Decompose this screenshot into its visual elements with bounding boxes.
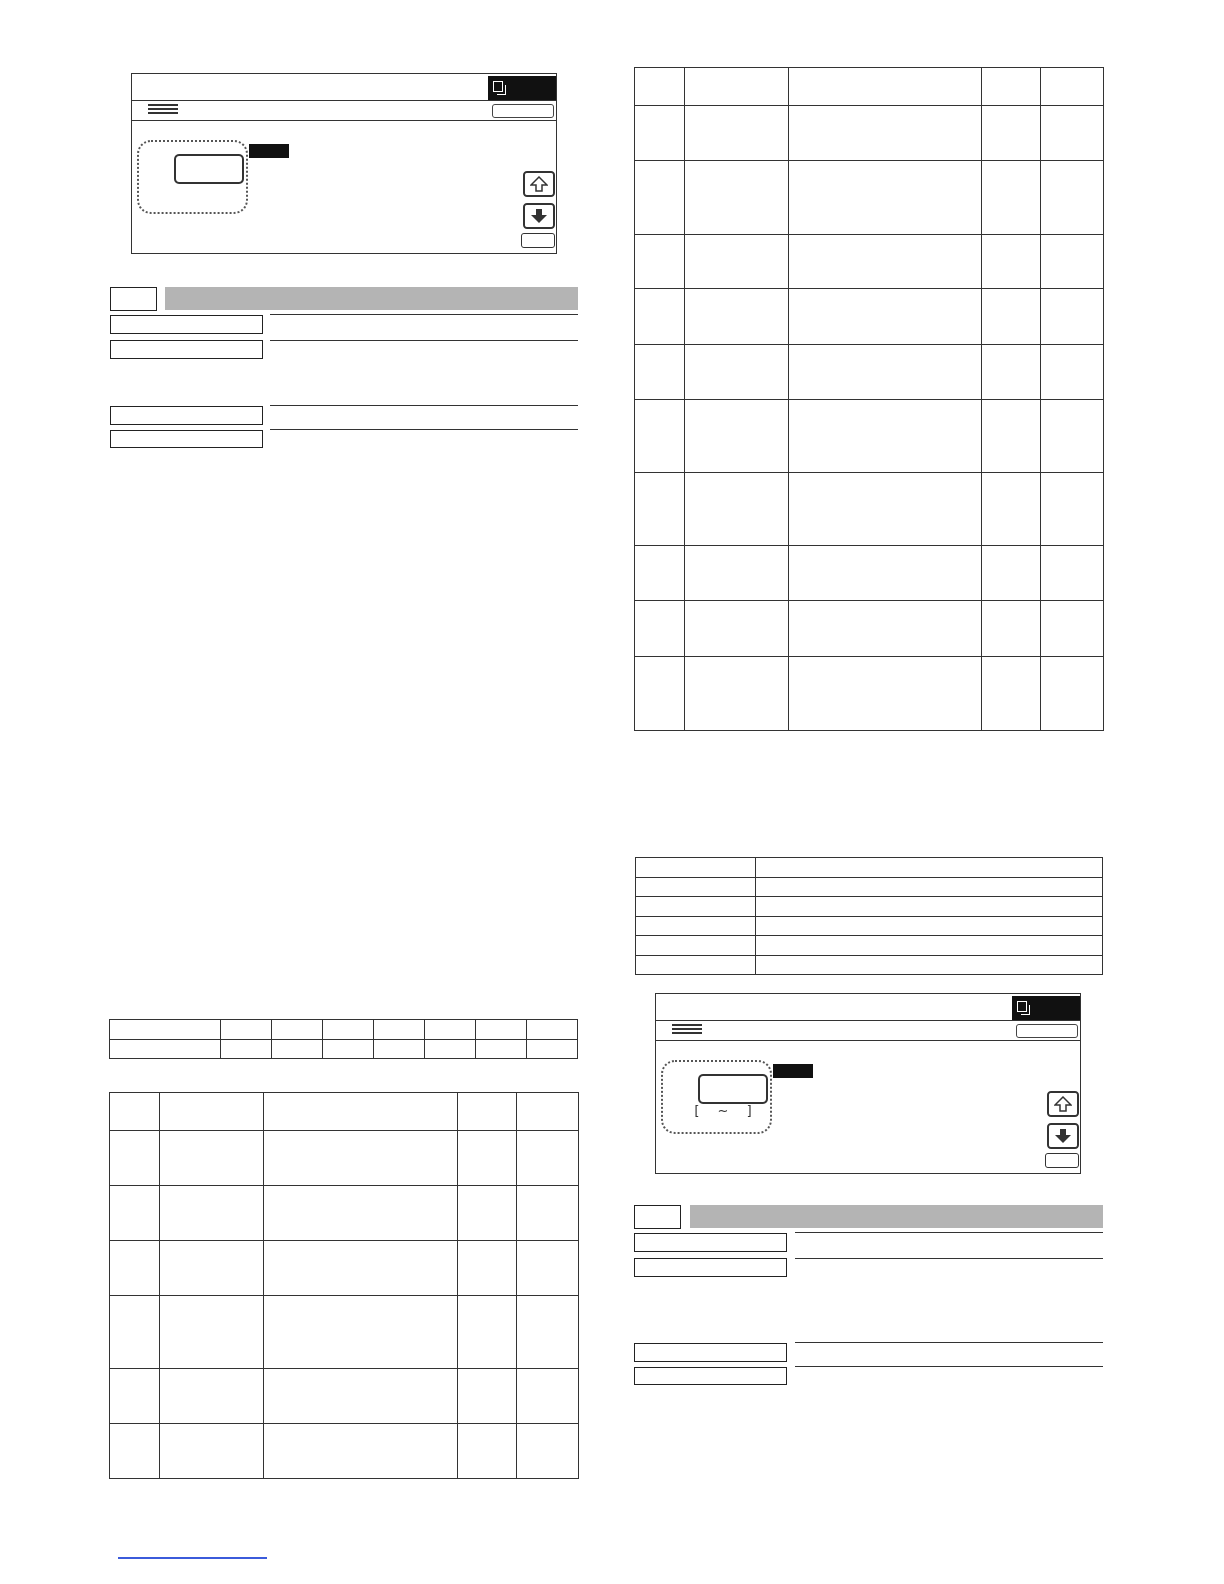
right-detail-table bbox=[634, 67, 1104, 731]
rule-1 bbox=[795, 1232, 1103, 1233]
up-button[interactable] bbox=[523, 171, 555, 197]
title-divider bbox=[132, 100, 556, 101]
section-code-box bbox=[110, 287, 157, 311]
rule-3 bbox=[795, 1342, 1103, 1343]
up-arrow-icon bbox=[1054, 1096, 1072, 1112]
rule-2 bbox=[270, 340, 578, 341]
label-box-2 bbox=[110, 340, 263, 359]
rule-4 bbox=[795, 1366, 1103, 1367]
rule-4 bbox=[270, 429, 578, 430]
down-button[interactable] bbox=[1047, 1123, 1079, 1149]
subtitle-divider bbox=[132, 120, 556, 121]
table-row bbox=[635, 400, 1104, 473]
function-button[interactable] bbox=[492, 104, 554, 118]
item-label-tag bbox=[249, 144, 289, 158]
operation-screen-bottom bbox=[655, 993, 1081, 1174]
table-row bbox=[635, 345, 1104, 400]
section-title-bar bbox=[690, 1205, 1103, 1228]
up-button[interactable] bbox=[1047, 1091, 1079, 1117]
value-input[interactable] bbox=[174, 154, 244, 184]
title-divider bbox=[656, 1020, 1080, 1021]
table-header-row bbox=[110, 1093, 579, 1131]
down-arrow-icon bbox=[530, 208, 548, 224]
down-arrow-icon bbox=[1054, 1128, 1072, 1144]
table-row bbox=[635, 601, 1104, 657]
rule-2 bbox=[795, 1258, 1103, 1259]
table-row bbox=[635, 161, 1104, 235]
table-row bbox=[110, 1424, 579, 1479]
stack-icon bbox=[148, 102, 178, 116]
small-header-table bbox=[109, 1019, 578, 1059]
table-row bbox=[636, 916, 1103, 936]
table-header-row bbox=[635, 68, 1104, 106]
copy-icon bbox=[1017, 1001, 1027, 1012]
label-box-1 bbox=[110, 315, 263, 334]
table-row bbox=[110, 1296, 579, 1369]
table-row bbox=[635, 473, 1104, 546]
table-row bbox=[635, 106, 1104, 161]
value-input[interactable] bbox=[698, 1074, 768, 1104]
table-row bbox=[636, 877, 1103, 897]
function-button[interactable] bbox=[1016, 1024, 1078, 1038]
table-row bbox=[635, 657, 1104, 731]
table-row bbox=[635, 289, 1104, 345]
operation-screen-top bbox=[131, 73, 557, 254]
label-box-3 bbox=[110, 406, 263, 425]
table-row bbox=[636, 858, 1103, 878]
table-row bbox=[635, 546, 1104, 601]
section-code-box bbox=[634, 1205, 681, 1229]
table-row bbox=[635, 235, 1104, 289]
subtitle-divider bbox=[656, 1040, 1080, 1041]
copy-icon bbox=[493, 81, 503, 92]
label-box-1 bbox=[634, 1233, 787, 1252]
down-button[interactable] bbox=[523, 203, 555, 229]
rule-1 bbox=[270, 314, 578, 315]
copy-mode-badge[interactable] bbox=[1012, 996, 1080, 1020]
label-box-2 bbox=[634, 1258, 787, 1277]
copy-mode-badge[interactable] bbox=[488, 76, 556, 100]
range-label: [ ~ ] bbox=[694, 1104, 752, 1119]
table-row bbox=[110, 1020, 578, 1040]
left-detail-table bbox=[109, 1092, 579, 1479]
rule-3 bbox=[270, 405, 578, 406]
footer-link[interactable] bbox=[118, 1557, 267, 1559]
ok-button[interactable] bbox=[1045, 1153, 1079, 1168]
table-row bbox=[636, 897, 1103, 917]
table-row bbox=[110, 1131, 579, 1186]
up-arrow-icon bbox=[530, 176, 548, 192]
table-row bbox=[110, 1186, 579, 1241]
table-row bbox=[636, 936, 1103, 956]
item-label-tag bbox=[773, 1064, 813, 1078]
label-box-3 bbox=[634, 1343, 787, 1362]
table-row bbox=[110, 1241, 579, 1296]
label-box-4 bbox=[634, 1367, 787, 1385]
table-row bbox=[636, 955, 1103, 975]
right-two-column-table bbox=[635, 857, 1103, 975]
stack-icon bbox=[672, 1022, 702, 1036]
label-box-4 bbox=[110, 430, 263, 448]
table-row bbox=[110, 1039, 578, 1059]
table-row bbox=[110, 1369, 579, 1424]
section-title-bar bbox=[165, 287, 578, 310]
ok-button[interactable] bbox=[521, 233, 555, 248]
